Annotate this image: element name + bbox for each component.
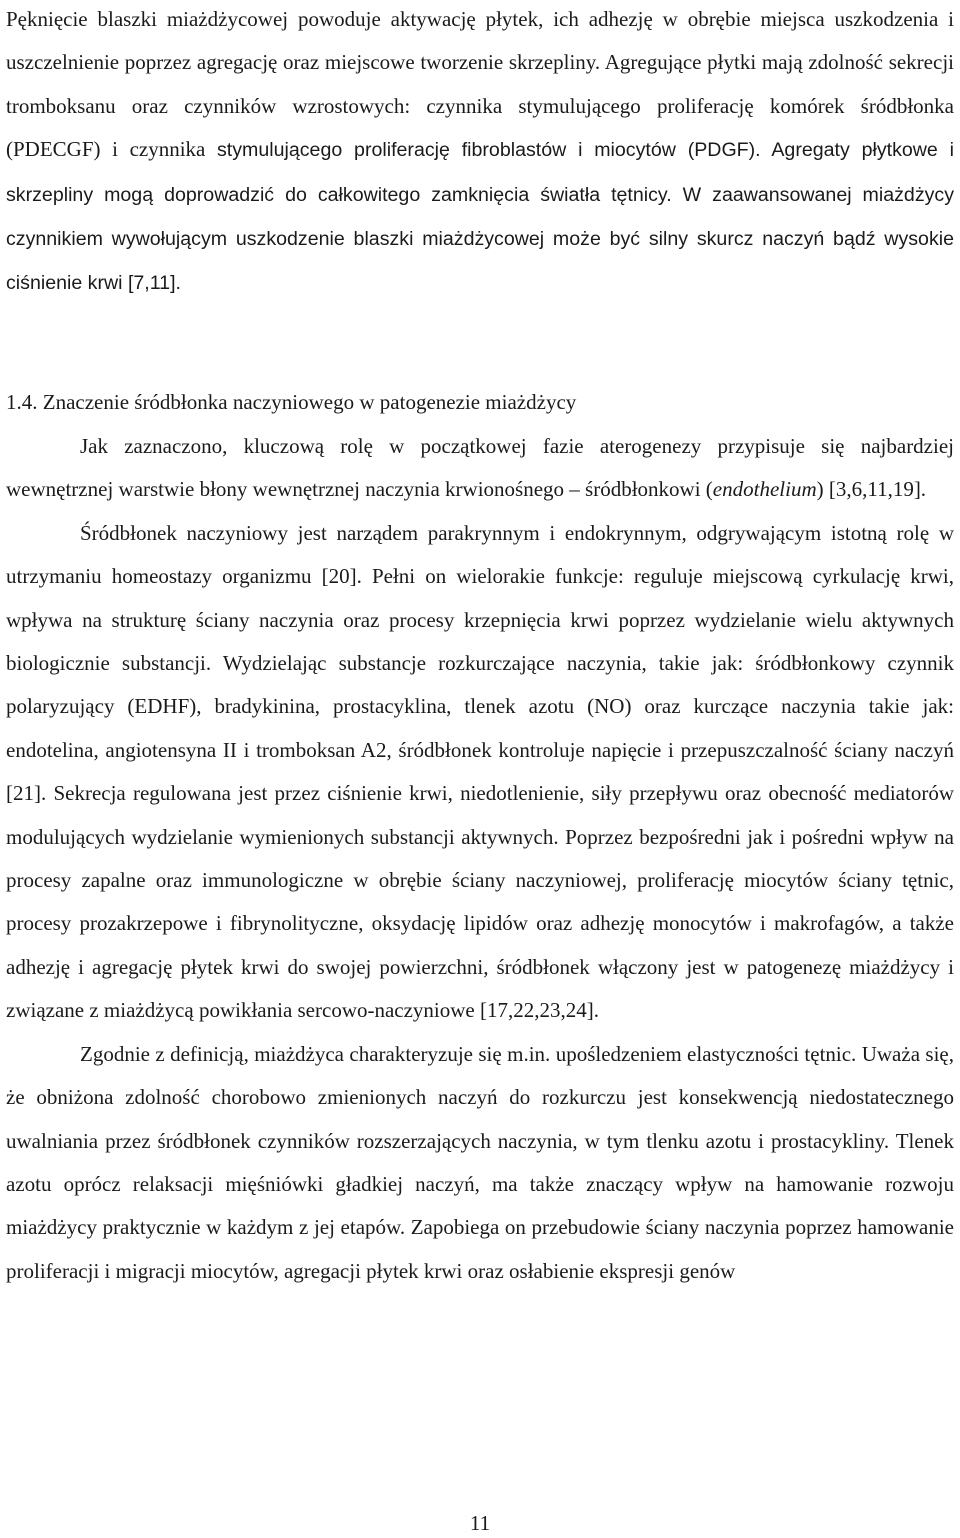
paragraph-text-serif: Pęknięcie blaszki miażdżycowej powoduje aktywację płytek, ich adhezję w obrębie miejsca uszkodzenia i uszczelnienie poprzez agregację oraz miejscowe tworzenie skrzepliny. Agregujące płytki mają zdolność sekrecji tromboksanu oraz czynników wzrostowych: czynnika stymulującego proliferację komórek śródbłonka (PDECGF) i czynnika — [6, 7, 954, 162]
page-number: 11 — [469, 1511, 491, 1535]
section-heading: 1.4. Znaczenie śródbłonka naczyniowego w patogenezie miażdżycy — [6, 390, 577, 414]
paragraph-atherosclerosis-definition: Zgodnie z definicją, miażdżyca charakteryzuje się m.in. upośledzeniem elastyczności tętnic. Uważa się, że obniżona zdolność chorobowo zmienionych naczyń do rozkurczu jest konsekwencją niedostatecznego uwalniania przez śródbłonek czynników rozszerzających naczynia, w tym tlenku azotu i prostacykliny. Tlenek azotu oprócz relaksacji mięśniówki gładkiej naczyń, ma także znaczący wpływ na hamowanie rozwoju miażdżycy praktycznie w każdym z jej etapów. Zapobiega on przebudowie ściany naczynia poprzez hamowanie proliferacji i migracji miocytów, agregacji płytek krwi oraz osłabienie ekspresji genów — [6, 1041, 954, 1283]
section-body — [6, 425, 954, 1293]
paragraph-endothelium-role — [6, 425, 954, 512]
paragraph-text: Jak zaznaczono, kluczową rolę w początkowej fazie aterogenezy przypisuje się najbardziej wewnętrznej warstwie błony wewnętrznej naczynia krwionośnego – śródbłonkowi ( — [6, 434, 954, 502]
latin-term: endothelium — [712, 477, 817, 502]
paragraph-plaque-rupture — [6, 0, 954, 306]
paragraph-text: ) [3,6,11,19]. — [816, 477, 927, 502]
paragraph-text-sans: stymulującego proliferację fibroblastów i miocytów (PDGF). Agregaty płytkowe i skrzepliny mogą doprowadzić do całkowitego zamknięcia światła tętnicy. W zaawansowanej miażdżycy czynnikiem wywołującym uszkodzenie blaszki miażdżycowej może być silny skurcz naczyń bądź wysokie ciśnienie krwi [7,11]. — [6, 139, 954, 295]
paragraph-endothelium-functions: Śródbłonek naczyniowy jest narządem parakrynnym i endokrynnym, odgrywającym istotną rolę w utrzymaniu homeostazy organizmu [20]. Pełni on wielorakie funkcje: reguluje miejscową cyrkulację krwi, wpływa na strukturę ściany naczynia oraz procesy krzepnięcia krwi poprzez wydzielanie wielu aktywnych biologicznie substancji. Wydzielając substancje rozkurczające naczynia, takie jak: śródbłonkowy czynnik polaryzujący (EDHF), bradykinina, prostacyklina, tlenek azotu (NO) oraz kurczące naczynia takie jak: endotelina, angiotensyna II i tromboksan A2, śródbłonek kontroluje napięcie i przepuszczalność ściany naczyń [21]. Sekrecja regulowana jest przez ciśnienie krwi, niedotlenienie, siły przepływu oraz obecność mediatorów modulujących wydzielanie wymienionych substancji aktywnych. Poprzez bezpośredni jak i pośredni wpływ na procesy zapalne oraz immunologiczne w obrębie ściany naczyniowej, proliferację miocytów ściany tętnic, procesy prozakrzepowe i fibrynolityczne, oksydację lipidów oraz adhezję monocytów i makrofagów, a także adhezję i agregację płytek krwi do swojej powierzchni, śródbłonek włączony jest w patogenezę miażdżycy i związane z miażdżycą powikłania sercowo-naczyniowe [17,22,23,24]. — [6, 520, 954, 1023]
